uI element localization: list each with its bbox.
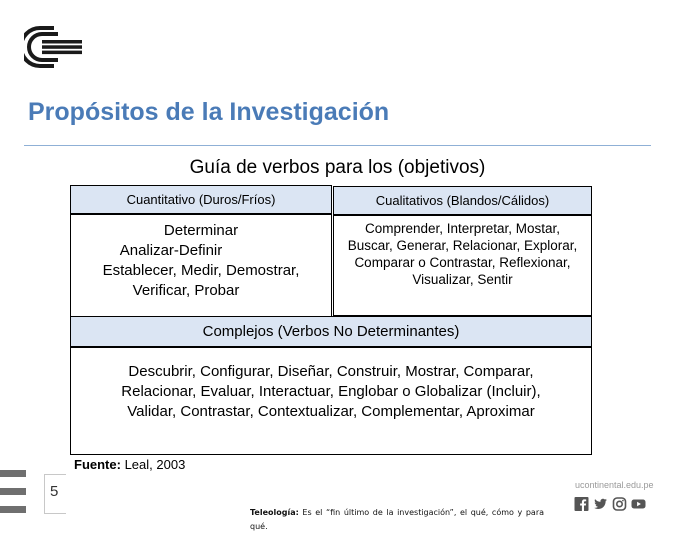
- verb-line: Comparar o Contrastar, Reflexionar,: [354, 255, 571, 270]
- verb-line: Comprender, Interpretar, Mostar,: [364, 221, 561, 236]
- verb-line: Visualizar, Sentir: [412, 272, 513, 287]
- quantitative-header: Cuantitativo (Duros/Fríos): [70, 185, 332, 214]
- footnote-label: Teleología:: [250, 508, 299, 517]
- menu-icon[interactable]: [0, 470, 28, 514]
- website-link[interactable]: ucontinental.edu.pe: [575, 480, 654, 490]
- university-logo-icon: [24, 24, 86, 70]
- qualitative-verbs: [333, 215, 592, 316]
- source-text: Leal, 2003: [124, 457, 186, 472]
- footnote: [250, 506, 544, 534]
- verb-line: Verificar, Probar: [132, 282, 240, 299]
- table-title: Guía de verbos para los (objetivos): [189, 157, 486, 178]
- source-citation: [74, 457, 185, 472]
- complex-verbs: [70, 347, 592, 455]
- twitter-icon[interactable]: [593, 497, 608, 511]
- title-divider: [24, 145, 651, 146]
- instagram-icon[interactable]: [612, 497, 627, 511]
- youtube-icon[interactable]: [631, 497, 646, 511]
- verb-line: Analizar-Definir: [119, 242, 223, 259]
- verb-line: Validar, Contrastar, Contextualizar, Complementar, Aproximar: [127, 403, 535, 420]
- verb-line: Determinar: [163, 222, 239, 239]
- verb-line: Relacionar, Evaluar, Interactuar, Englobar o Globalizar (Incluir),: [121, 383, 541, 400]
- verb-line: Buscar, Generar, Relacionar, Explorar,: [347, 238, 578, 253]
- verb-line: Establecer, Medir, Demostrar,: [102, 262, 300, 279]
- complex-header: Complejos (Verbos No Determinantes): [70, 316, 592, 347]
- page-number: 5: [50, 483, 59, 500]
- facebook-icon[interactable]: [574, 497, 589, 511]
- quantitative-verbs: [70, 214, 332, 317]
- social-links: [574, 497, 650, 511]
- qualitative-header: Cualitativos (Blandos/Cálidos): [333, 186, 592, 215]
- page-title: Propósitos de la Investigación: [28, 98, 390, 126]
- verb-line: Descubrir, Configurar, Diseñar, Construir, Mostrar, Comparar,: [128, 363, 534, 380]
- source-label: Fuente:: [74, 457, 121, 472]
- footnote-text: Es el “fin último de la investigación”, el qué, cómo y para qué.: [250, 508, 545, 531]
